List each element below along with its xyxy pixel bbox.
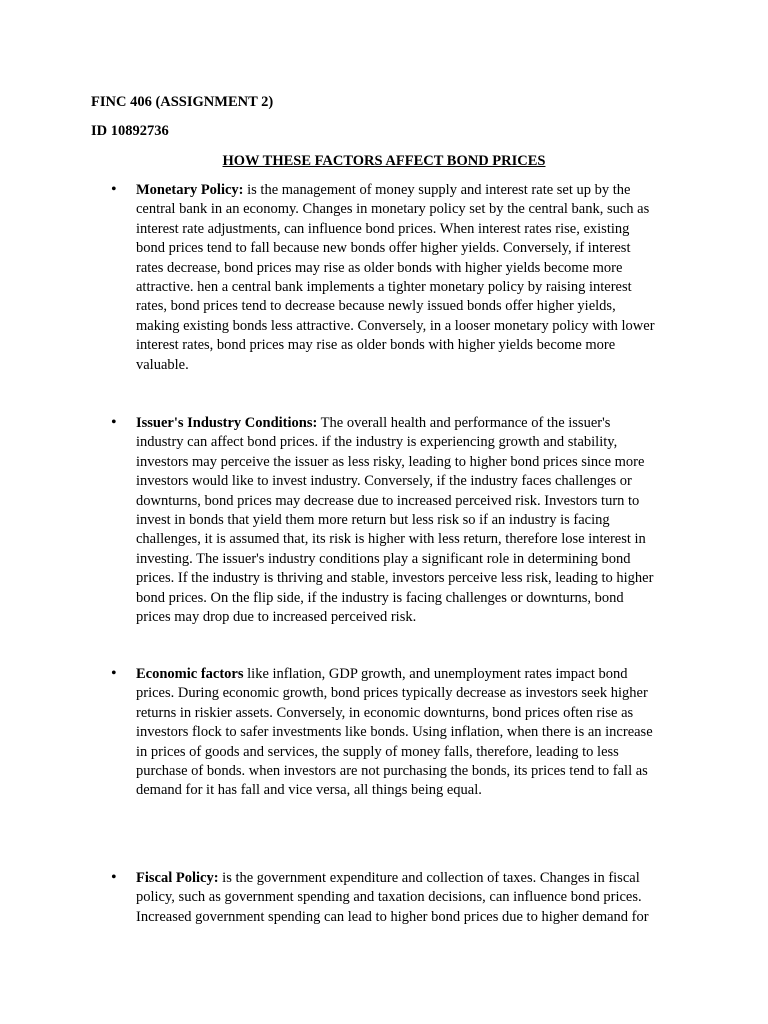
paragraph-line: investors may perceive the issuer as less risky, leading to higher bond prices since more: [136, 453, 645, 470]
paragraph-line: purchase of bonds. when investors are not purchasing the bonds, its prices tend to fall as: [136, 762, 648, 779]
paragraph-line: attractive. hen a central bank implements a tighter monetary policy by raising interest: [136, 278, 632, 295]
section-lead: Economic factors: [136, 666, 244, 682]
student-id: ID 10892736: [91, 123, 169, 139]
paragraph-line: Fiscal Policy: is the government expenditure and collection of taxes. Changes in fiscal: [136, 870, 640, 886]
paragraph-line: downturns, bond prices may decrease due to increased perceived risk. Investors turn to: [136, 492, 640, 509]
section-lead: Monetary Policy:: [136, 182, 244, 198]
paragraph-line: bond prices tend to fall because new bonds offer higher yields. Conversely, if interest: [136, 240, 631, 257]
paragraph-line: interest rate adjustments, can influence bond prices. When interest rates rise, existing: [136, 220, 630, 237]
course-title: FINC 406 (ASSIGNMENT 2): [91, 94, 274, 110]
paragraph-line: bond prices. On the flip side, if the industry is facing challenges or downturns, bond: [136, 589, 624, 606]
paragraph-line: rates decrease, bond prices may rise as older bonds with higher yields become more: [136, 259, 623, 276]
paragraph-line: demand for it has fall and vice versa, all things being equal.: [136, 782, 482, 799]
paragraph-line: Issuer's Industry Conditions: The overall health and performance of the issuer's: [136, 415, 611, 431]
paragraph-line: Economic factors like inflation, GDP growth, and unemployment rates impact bond: [136, 666, 628, 682]
paragraph-line: investing. The issuer's industry conditions play a significant role in determining bond: [136, 550, 631, 567]
paragraph-line: valuable.: [136, 356, 189, 373]
paragraph-line: industry can affect bond prices. if the industry is experiencing growth and stability,: [136, 434, 618, 451]
section-lead: Issuer's Industry Conditions:: [136, 415, 318, 431]
paragraph-line: investors would like to invest industry. Conversely, if the industry faces challenges or: [136, 473, 632, 490]
bullet-icon: •: [111, 414, 117, 431]
paragraph-line: interest rates, bond prices may rise as older bonds with higher yields become more: [136, 337, 616, 354]
section-issuers-industry-conditions: [136, 414, 681, 627]
paragraph-line: returns in riskier assets. Conversely, in economic downturns, bond prices often rise as: [136, 704, 634, 721]
paragraph-line: prices. If the industry is thriving and stable, investors perceive less risk, leading to higher: [136, 570, 654, 587]
section-economic-factors: [136, 665, 681, 801]
section-lead: Fiscal Policy:: [136, 870, 219, 886]
paragraph-line: policy, such as government spending and taxation decisions, can influence bond prices.: [136, 889, 642, 906]
bullet-icon: •: [111, 665, 117, 682]
bullet-icon: •: [111, 181, 117, 198]
bullet-icon: •: [111, 869, 117, 886]
paragraph-line: Monetary Policy: is the management of money supply and interest rate set up by the: [136, 182, 631, 198]
paragraph-line: in prices of goods and services, the supply of money falls, therefore, leading to less: [136, 743, 619, 760]
paragraph-line: investors flock to safer investments like bonds. Using inflation, when there is an increase: [136, 724, 653, 741]
paragraph-line: challenges, it is assumed that, its risk is higher with less return, therefore lose interest in: [136, 531, 646, 548]
paragraph-line: making existing bonds less attractive. Conversely, in a looser monetary policy with lower: [136, 317, 655, 334]
paragraph-line: invest in bonds that yield them more return but less risk so if an industry is facing: [136, 511, 610, 528]
document-heading: HOW THESE FACTORS AFFECT BOND PRICES: [222, 153, 546, 169]
section-monetary-policy: [136, 181, 681, 375]
paragraph-line: rates, bond prices tend to decrease because newly issued bonds offer higher yields,: [136, 298, 616, 315]
paragraph-line: prices may drop due to increased perceived risk.: [136, 608, 417, 625]
paragraph-line: prices. During economic growth, bond prices typically decrease as investors seek higher: [136, 685, 648, 702]
paragraph-line: Increased government spending can lead to higher bond prices due to higher demand for: [136, 908, 649, 925]
paragraph-line: central bank in an economy. Changes in monetary policy set by the central bank, such as: [136, 201, 650, 218]
section-fiscal-policy: [136, 869, 681, 927]
